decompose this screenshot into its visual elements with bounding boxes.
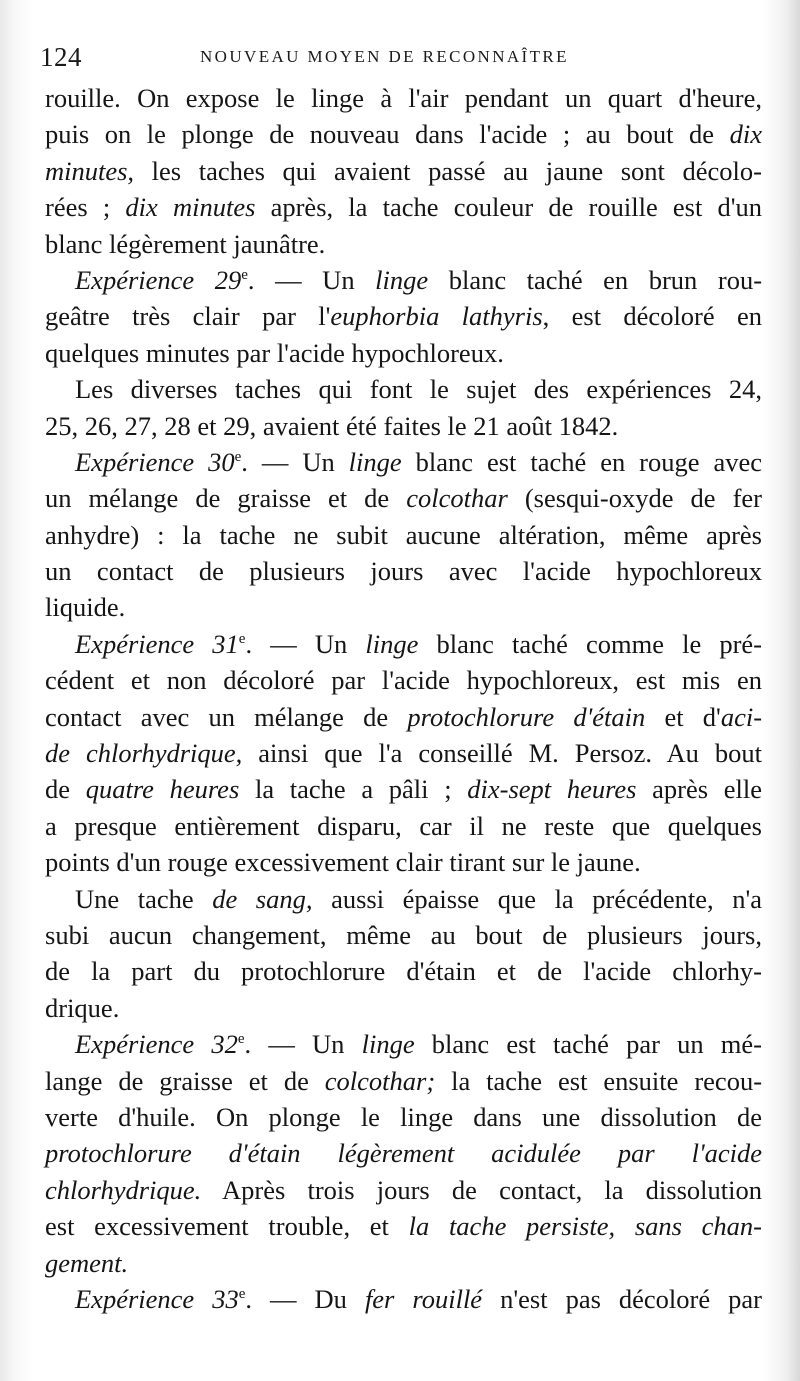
- text-line: un mélange de graisse et de colcothar (sesqui-oxyde de fer: [45, 483, 763, 514]
- text-line: un contact de plusieurs jours avec l'acide hypochloreux: [45, 556, 762, 587]
- text-line: de la part du protochlorure d'étain et de l'acide chlorhy-: [45, 956, 762, 987]
- text-line: 25, 26, 27, 28 et 29, avaient été faites le 21 août 1842.: [45, 410, 619, 441]
- text-line: blanc légèrement jaunâtre.: [45, 228, 326, 259]
- text-line: quelques minutes par l'acide hypochloreux.: [45, 337, 504, 368]
- text-line: Les diverses taches qui font le sujet des expériences 24,: [75, 374, 762, 405]
- text-line: Une tache de sang, aussi épaisse que la précédente, n'a: [75, 883, 762, 914]
- text-line: puis on le plonge de nouveau dans l'acide ; au bout de dix: [45, 119, 763, 150]
- running-head: NOUVEAU MOYEN DE RECONNAÎTRE: [200, 47, 569, 66]
- text-line: de chlorhydrique, ainsi que l'a conseillé M. Persoz. Au bout: [45, 738, 763, 769]
- text-line: Expérience 30e. — Un linge blanc est taché en rouge avec: [75, 446, 762, 477]
- text-line: gement.: [45, 1247, 129, 1278]
- text-line: drique.: [45, 992, 120, 1023]
- text-line: de quatre heures la tache a pâli ; dix-sept heures après elle: [45, 774, 763, 805]
- body-text: [45, 80, 762, 1317]
- text-line: points d'un rouge excessivement clair tirant sur le jaune.: [45, 847, 641, 878]
- text-line: rées ; dix minutes après, la tache couleur de rouille est d'un: [45, 192, 763, 223]
- text-line: Expérience 33e. — Du fer rouillé n'est pas décoloré par: [75, 1283, 762, 1314]
- text-line: chlorhydrique. Après trois jours de contact, la dissolution: [45, 1174, 762, 1205]
- text-line: rouille. On expose le linge à l'air pendant un quart d'heure,: [45, 83, 762, 113]
- text-line: protochlorure d'étain légèrement acidulée par l'acide: [45, 1138, 762, 1169]
- text-line: anhydre) : la tache ne subit aucune altération, même après: [45, 519, 762, 550]
- text-line: Expérience 29e. — Un linge blanc taché en brun rou-: [75, 264, 763, 295]
- page-header: [40, 38, 760, 78]
- text-line: verte d'huile. On plonge le linge dans une dissolution de: [45, 1101, 762, 1132]
- text-line: geâtre très clair par l'euphorbia lathyris, est décoloré en: [45, 301, 762, 332]
- page-number: 124: [40, 42, 82, 72]
- text-line: est excessivement trouble, et la tache persiste, sans chan-: [45, 1211, 762, 1242]
- text-line: lange de graisse et de colcothar; la tache est ensuite recou-: [45, 1065, 763, 1096]
- text-line: cédent et non décoloré par l'acide hypochloreux, est mis en: [45, 665, 762, 696]
- text-line: liquide.: [45, 592, 126, 623]
- text-line: a presque entièrement disparu, car il ne reste que quelques: [45, 810, 762, 841]
- text-line: Expérience 31e. — Un linge blanc taché comme le pré-: [75, 628, 763, 659]
- text-line: contact avec un mélange de protochlorure d'étain et d'aci-: [45, 701, 763, 732]
- text-line: minutes, les taches qui avaient passé au jaune sont décolo-: [45, 155, 762, 186]
- text-line: Expérience 32e. — Un linge blanc est taché par un mé-: [75, 1029, 762, 1060]
- text-line: subi aucun changement, même au bout de plusieurs jours,: [45, 919, 762, 950]
